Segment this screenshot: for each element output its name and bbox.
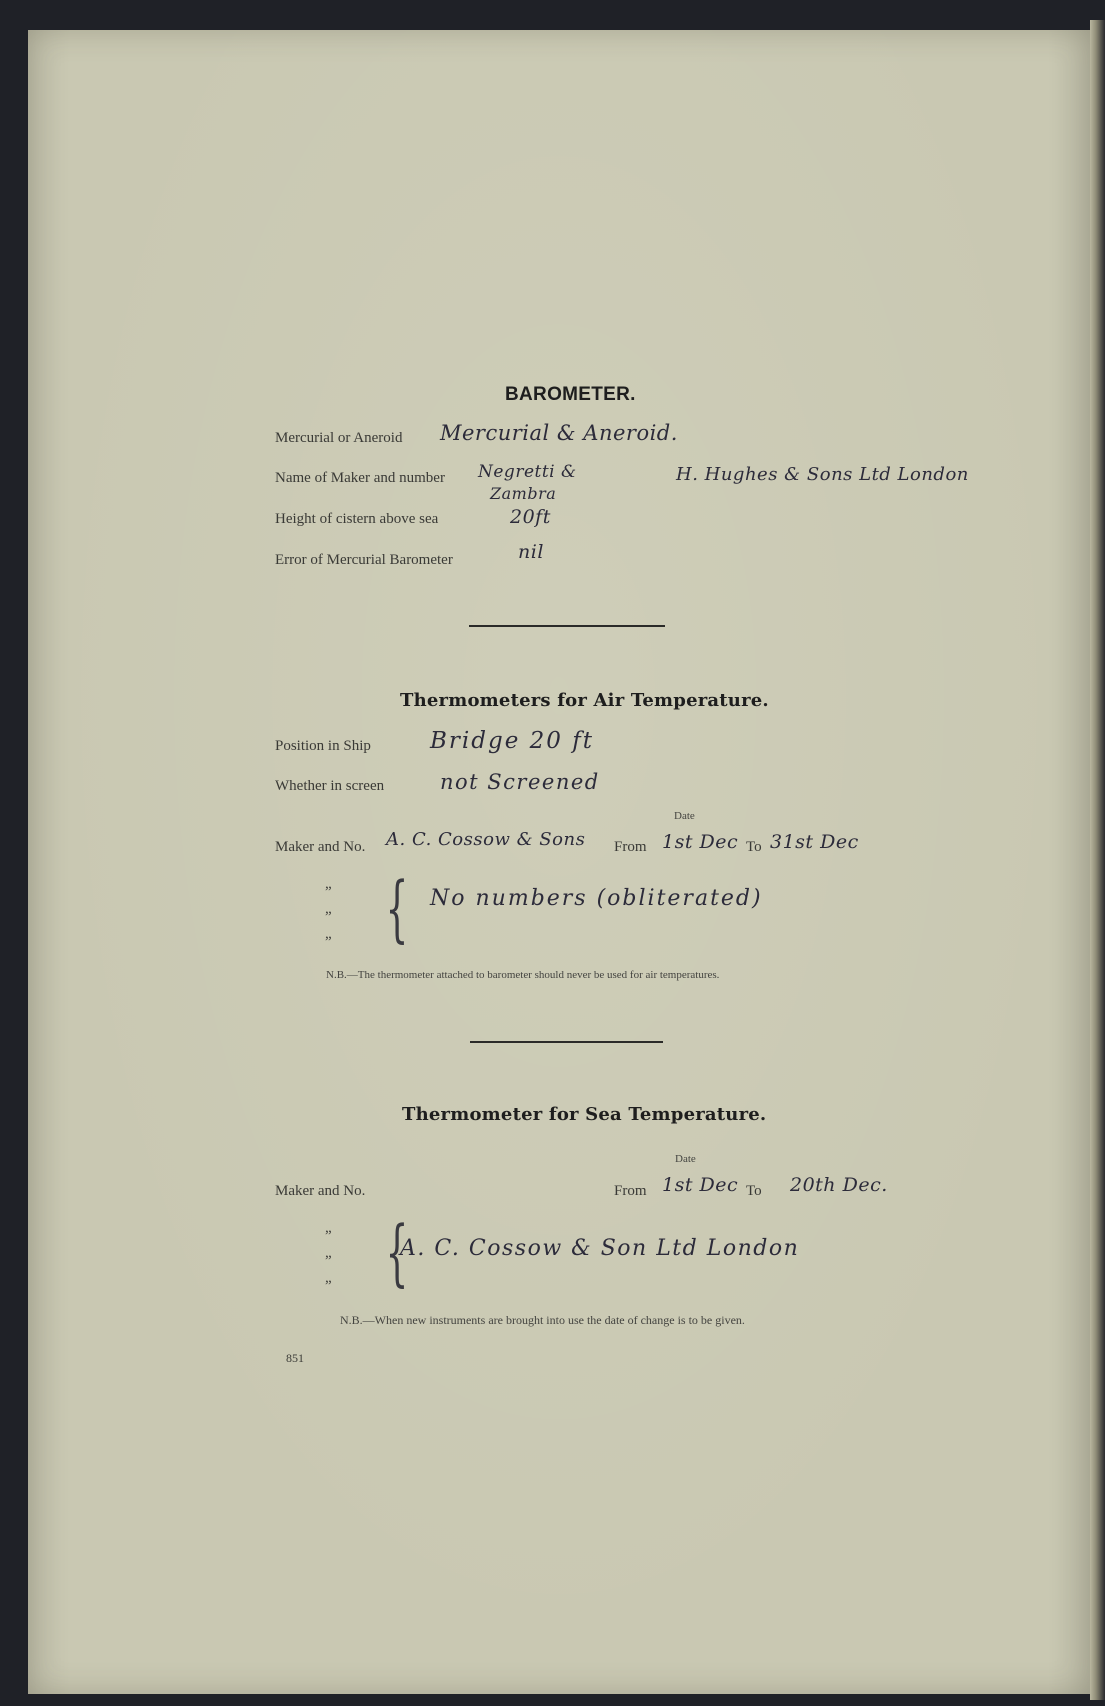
error-label: Error of Mercurial Barometer (275, 552, 453, 568)
page-number: 851 (286, 1351, 304, 1365)
sea-title: Thermometer for Sea Temperature. (402, 1104, 767, 1125)
book-spine (1090, 20, 1105, 1700)
air-date-label: Date (674, 810, 695, 822)
mercurial-label: Mercurial or Aneroid (275, 430, 403, 446)
maker-value-2: Zambra (490, 484, 557, 503)
maker-value-3: H. Hughes & Sons Ltd London (676, 464, 969, 485)
sea-ditto-1: ” (325, 1228, 332, 1244)
air-from-value: 1st Dec (662, 831, 739, 853)
height-label: Height of cistern above sea (275, 511, 439, 527)
sea-from-value: 1st Dec (662, 1174, 739, 1196)
position-value: Bridge 20 ft (430, 728, 594, 754)
document-page (28, 30, 1090, 1694)
air-maker-label: Maker and No. (275, 839, 366, 855)
air-title: Thermometers for Air Temperature. (400, 690, 769, 711)
barometer-title: BAROMETER. (505, 384, 636, 405)
sea-from-label: From (614, 1183, 647, 1199)
air-ditto-1: ” (325, 884, 332, 900)
error-value: nil (518, 541, 544, 563)
section-divider-1 (469, 625, 665, 627)
sea-to-value: 20th Dec. (790, 1174, 888, 1196)
mercurial-value: Mercurial & Aneroid. (440, 421, 678, 445)
height-value: 20ft (510, 506, 551, 528)
maker-label: Name of Maker and number (275, 470, 445, 486)
air-to-value: 31st Dec (770, 831, 859, 853)
sea-ditto-3: ” (325, 1278, 332, 1294)
air-to-label: To (746, 839, 762, 855)
screen-value: not Screened (440, 770, 600, 794)
air-note: N.B.—The thermometer attached to barometer should never be used for air temperatures. (326, 969, 720, 981)
air-bracket-value: No numbers (obliterated) (430, 886, 763, 911)
air-maker-value: A. C. Cossow & Sons (386, 829, 586, 850)
sea-maker-label: Maker and No. (275, 1183, 366, 1199)
air-ditto-3: ” (325, 934, 332, 950)
maker-value-1: Negretti & (478, 462, 577, 482)
screen-label: Whether in screen (275, 778, 385, 794)
sea-note: N.B.—When new instruments are brought into use the date of change is to be given. (340, 1313, 745, 1327)
air-ditto-2: ” (325, 909, 332, 925)
sea-to-label: To (746, 1183, 762, 1199)
section-divider-2 (470, 1041, 663, 1043)
position-label: Position in Ship (275, 738, 371, 754)
air-bracket-icon: { (385, 866, 409, 950)
air-from-label: From (614, 839, 647, 855)
sea-bracket-value: A. C. Cossow & Son Ltd London (400, 1236, 800, 1261)
sea-ditto-2: ” (325, 1253, 332, 1269)
sea-bracket-icon: { (385, 1210, 409, 1294)
sea-date-label: Date (675, 1153, 696, 1165)
